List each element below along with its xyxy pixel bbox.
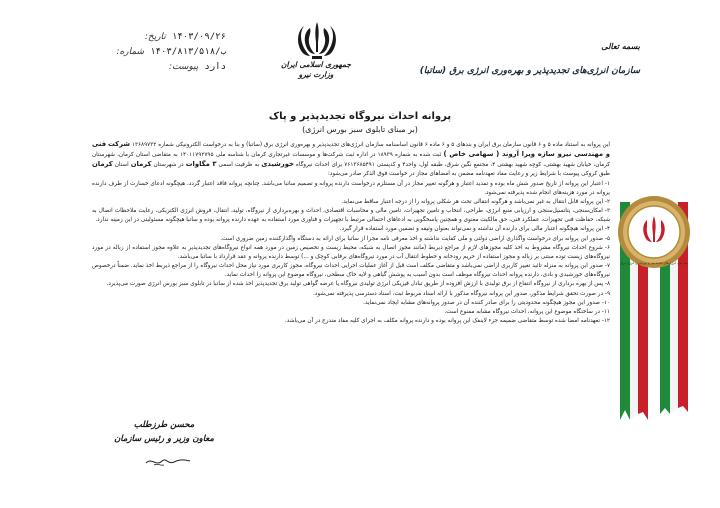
official-seal-ribbon <box>616 162 692 420</box>
company-name: فنی و مهندسی نیرو سازه ویرا آروند ( سهامی خاص ) <box>92 140 610 159</box>
intro-part-c: به ظرفیت اسمی <box>218 162 260 169</box>
number-label: شماره: <box>116 47 145 57</box>
company-label: شرکت <box>107 140 131 148</box>
intro-part-d: در شهرستان <box>153 162 184 169</box>
organization-name: سازمان انرژی‌های تجدیدپذیر و بهره‌وری انرژی برق (ساتبا) <box>419 66 640 76</box>
number-value: ۱۴۰۳/۸۱۳/ب/۵۱۸ <box>150 47 226 57</box>
attachment-value: دارد <box>204 62 226 72</box>
city-name: کرمان <box>130 160 152 169</box>
intro-part-f: طبق کروکی پیوست با شرایط زیر و رعایت مفاد تعهدنامه مضمن به امضاهای مجاز در خواست فوق الذکر صادر می‌شود: <box>327 171 610 178</box>
signature-block <box>84 418 244 446</box>
bismillah-text: بسمه تعالی <box>601 42 640 51</box>
condition-item: ۹- در صورت تحقق شرایط مذکور، صدور این پروانه نیروگاه مذکور با ارائه اسناد مربوط ثبت، اسناد دسترسی پذیرفته نمی‌شود. <box>312 290 610 297</box>
intro-part-a: این پروانه به استناد ماده ۵ و ۶ قانون سازمان برق ایران و بندهای ۵ و ۶ ماده ۶ قانون اساسنامه سازمان انرژی‌های تجدیدپذیر و بهره‌وری انرژی برق (ساتبا) و بنا به درخواست الکترونیکی شماره ۱۳۶۸۹۷۳۲ <box>131 142 611 148</box>
condition-item: ۱۲- تعهدنامه امضا شده توسط متقاضی ضمیمه جزء لاینفک این پروانه بوده و دارنده پروانه مکلف به اجرای کلیه مفاد مندرج در آن می‌باشد. <box>284 317 610 324</box>
condition-item: ۱۱- در ساختگاه موضوع این پروانه، احداث نیروگاه مشابه ممنوع است. <box>444 308 610 315</box>
iran-emblem-icon <box>288 20 346 64</box>
condition-item: ۱- اعتبار این پروانه از تاریخ صدور شش ماه بوده و تمدید اعتبار و هرگونه تغییر مجاز در آن مستلزم درخواست دارنده پروانه و تصمیم ساتبا می‌باشد. چنانچه پروانه فاقد اعتبار گردد، هیچگونه ادعای خسارت از طرف دارنده پروانه در مورد هزینه‌های انجام شده پذیرفته نمی‌شود. <box>92 180 610 196</box>
intro-paragraph <box>92 140 610 180</box>
ministry-name: وزارت نیرو <box>298 70 334 79</box>
header-meta <box>86 30 226 75</box>
document-title: پروانه احداث نیروگاه تجدیدپذیر و پاک <box>268 111 452 122</box>
signatory-name: محسن طرزطلب <box>133 420 195 430</box>
plant-type: خورشیدی <box>261 160 294 169</box>
handwritten-signature-icon <box>144 453 192 469</box>
condition-item: ۶- شروع احداث نیروگاه مشروط به اخذ کلیه مجوزهای لازم از مراجع ذیربط (مانند مجوز اتصال به شبکه، محیط زیست و تخصیص زمین در مورد همه انواع نیروگاه‌های تجدیدپذیر به علاوه مجوز استفاده از زباله در مورد نیروگاه‌های زیست توده مبتنی بر زباله و مجوز استفاده از حریم رودخانه و خطوط انتقال آب در مورد نیروگاه‌های برقابی کوچک و ...) توسط دارنده پروانه و عقد قرارداد با ساتبا می‌باشد. <box>92 244 610 260</box>
document-body <box>92 140 610 326</box>
intro-part-b: ثبت شده به شماره ۱۸۹۳۹ در اداره ثبت شرکت‌ها و موسسات غیرتجاری کرمان با شناسه ملی ۱۴۰۱۱۷۹۲۷۹۵ به متقاضی استان کرمان، شهرستان کرمان، خیابان شهید بهشتی، کوچه شهید بهشتی ۴، مجتمع نگین شرق، طبقه اول، واحد۴ و کدپستی ۷۶۱۳۶۸۵۴۹۱ برای احداث نیروگاه <box>92 152 611 169</box>
attachment-label: پیوست: <box>169 62 199 72</box>
document-subtitle: (بر مبنای تابلوی سبز بورس انرژی) <box>302 125 418 134</box>
condition-item: ۵- صدور این پروانه برای درخواست واگذاری اراضی دولتی و ملی کفایت نداشته و اخذ معرفی نامه مجزا از ساتبا برای ارائه به دستگاه واگذارکننده زمین ضروری است. <box>220 235 610 242</box>
condition-item: ۷- صدور این پروانه به منزله تائید تغییر کاربری اراضی نمی‌باشد و متقاضی مکلف است قبل از آغاز عملیات اجرایی احداث نیروگاه، مجوز کاربری مورد نیاز محل احداث نیروگاه را از مراجع ذیربط اخذ نماید. ضمناً درخصوص نیروگاه‌های خورشیدی و بادی، دارنده پروانه احداث نیروگاه موظف است بدون آسیب به پوشش گیاهی و لایه خاک سطحی، نیروگاه موضوع این پروانه را احداث نماید. <box>92 263 610 279</box>
intro-part-e: استان <box>114 162 129 169</box>
condition-item: ۴- این پروانه هیچگونه اعتبار مالی برای دارنده آن نداشته و نمی‌تواند بعنوان وثیقه و تضمین مورد استفاده قرار گیرد. <box>339 226 610 233</box>
plant-capacity: ۳ مگاوات <box>185 160 217 169</box>
number-row <box>86 45 226 60</box>
condition-item: ۳- امکان‌سنجی، پتانسیل‌سنجی و ارزیابی منبع انرژی، طراحی، انتخاب و تامین تجهیزات، تامین مالی و محاسبات اقتصادی، احداث و بهره‌برداری از نیروگاه، تولید، انتقال، فروش انرژی الکتریکی، رعایت ملاحظات اتصال به شبکه، حفاظت فنی تجهیزات، عملکرد فنی، حق مالکیت معنوی و همچنین پاسخگویی به ادعاهای احتمالی مرتبط با تجهیزات و فناوری مورد استفاده به عهده دارنده پروانه بوده و ساتبا هیچگونه مسئولیتی در این زمینه ندارد. <box>92 208 610 224</box>
condition-item: ۸- پس از بهره برداری از نیروگاه انتفاع از برق تولیدی با ارزش افزوده از طریق تبادل فیزیکی انرژی تولیدی نیروگاه یا عرضه گواهی تولید برق تجدیدپذیر اخذ شده از ساتبا در تابلوی سبز بورس انرژی صورت می‌پذیرد. <box>106 281 610 288</box>
province-name: کرمان <box>92 160 113 169</box>
signatory-title: معاون وزیر و رئیس سازمان <box>114 434 214 444</box>
date-label: تاریخ: <box>144 32 166 42</box>
seal-text: سازمان انرژی‌های تجدیدپذیر و بهره‌وری انرژی برق <box>620 261 688 265</box>
ministry-heading <box>266 60 366 80</box>
country-name: جمهوری اسلامی ایران <box>280 60 352 69</box>
condition-item: ۲- این پروانه قابل انتقال به غیر نمی‌باشد و هرگونه انتقالی تحت هر شکلی پروانه را از درجه اعتبار ساقط می‌نماید. <box>341 198 610 205</box>
date-row <box>86 30 226 45</box>
date-value: ۱۴۰۳/۰۹/۲۶ <box>171 32 226 42</box>
seal-rosette <box>618 196 690 268</box>
attachment-row <box>86 60 226 75</box>
condition-item: ۱۰- صدور این مجوز هیچگونه محدودیتی را برای صادر کننده آن در صدور پروانه‌های مشابه ایجاد نمی‌نماید. <box>363 299 610 306</box>
